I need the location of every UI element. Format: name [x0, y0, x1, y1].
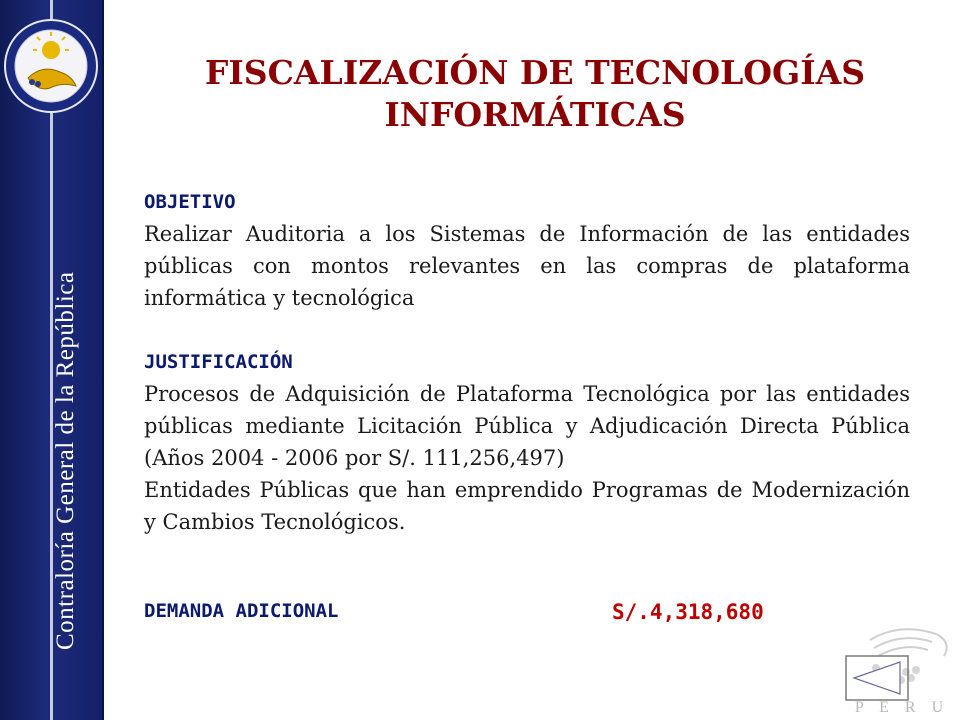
justificacion-heading: JUSTIFICACIÓN	[144, 351, 293, 373]
content-body	[144, 186, 910, 538]
objetivo-heading: OBJETIVO	[144, 191, 236, 213]
title-line-1: FISCALIZACIÓN DE TECNOLOGÍAS	[204, 53, 866, 92]
objetivo-text: Realizar Auditoria a los Sistemas de Información de las entidades públicas con montos relevantes en las compras de plataforma informática y tecnológica	[144, 222, 910, 310]
title-line-2: INFORMÁTICAS	[384, 95, 686, 134]
contraloria-seal-logo	[2, 2, 100, 132]
sidebar-institution-name: Contraloría General de la República	[52, 271, 79, 650]
section-gap	[144, 314, 910, 346]
demand-label: DEMANDA ADICIONAL	[144, 600, 339, 622]
watermark-text: P E R U	[854, 699, 950, 716]
page-title	[140, 52, 930, 136]
demand-amount: S/.4,318,680	[612, 600, 764, 624]
justificacion-text-1: Procesos de Adquisición de Plataforma Tecnológica por las entidades públicas mediante Licitación Pública y Adjudicación Directa Pública (Años 2004 - 2006 por S/. 111,256,497)	[144, 382, 910, 470]
peru-watermark-logo	[840, 620, 958, 718]
justificacion-text-2: Entidades Públicas que han emprendido Programas de Modernización y Cambios Tecnológicos.	[144, 478, 910, 534]
sidebar-band	[0, 0, 104, 720]
demand-row	[144, 600, 844, 634]
